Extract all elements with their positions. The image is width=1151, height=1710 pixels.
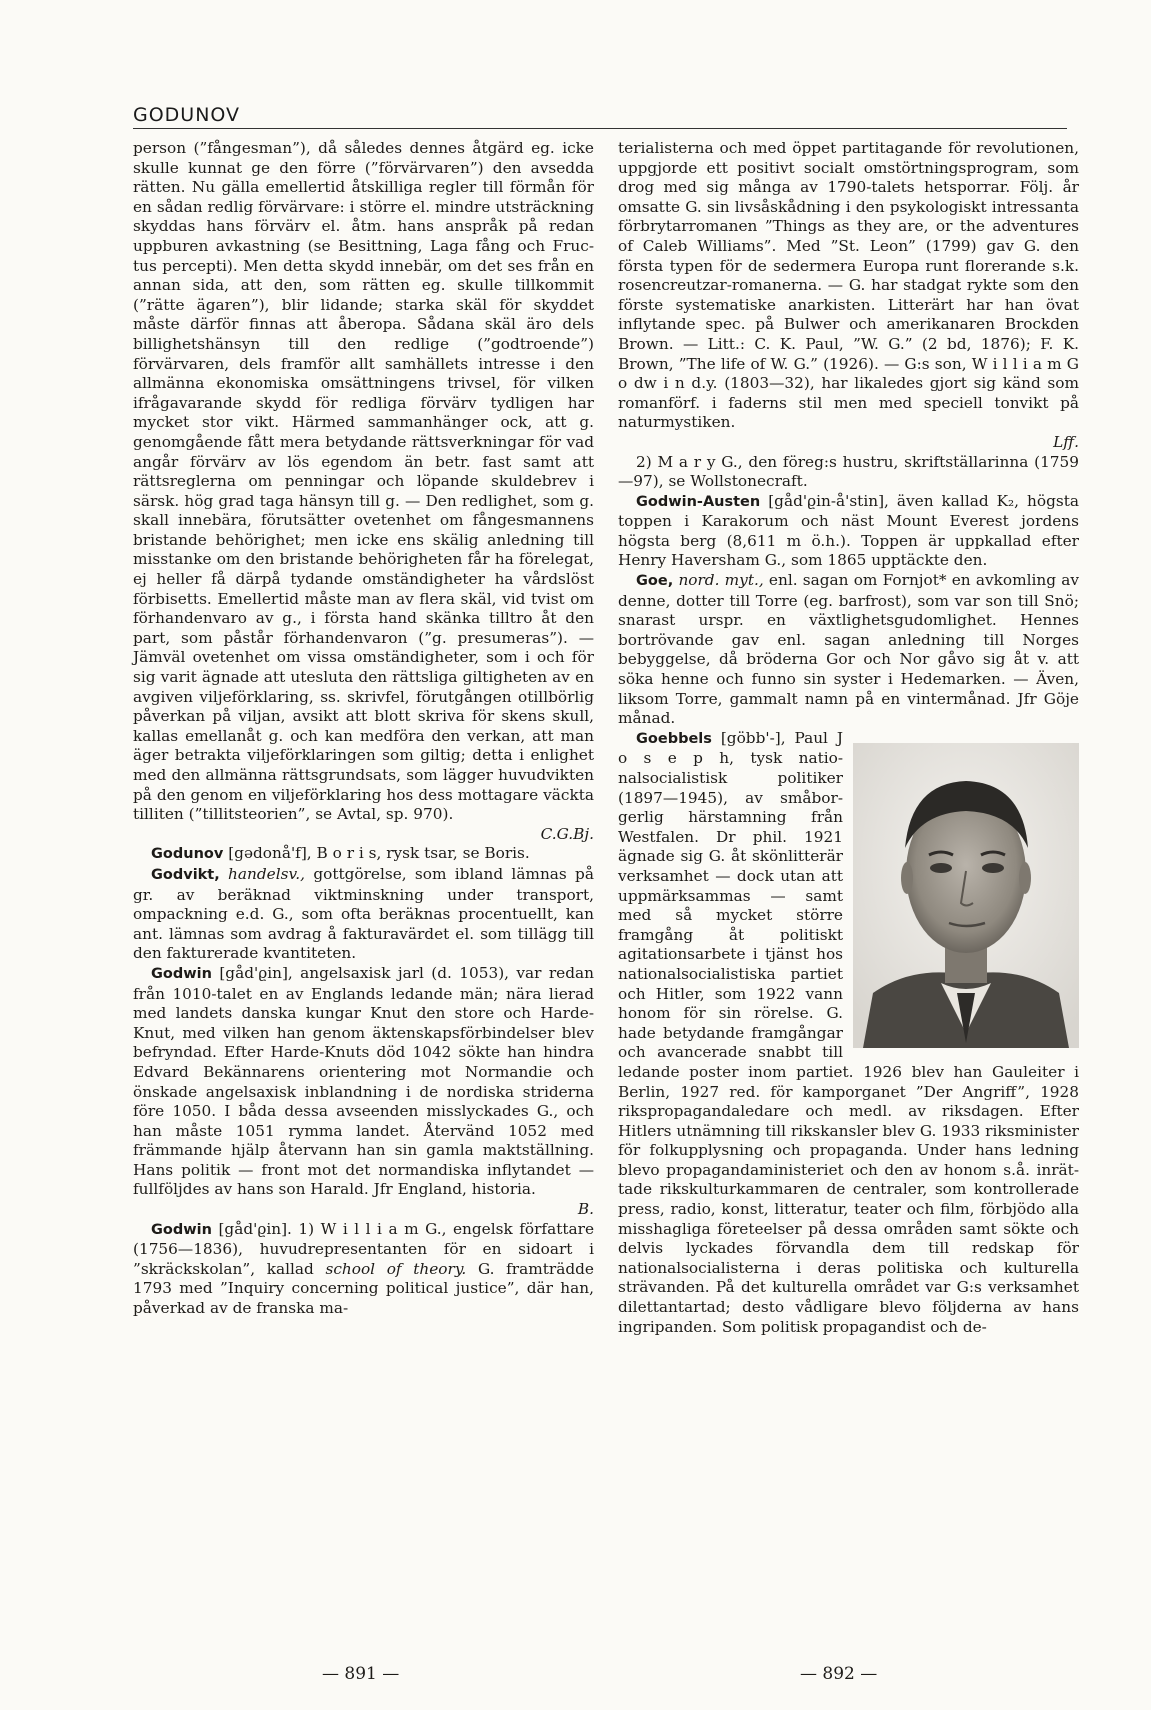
entry-text: [gåd'ϱin]. 1) W i l l i a m G., engelsk författare (1756—1836), huvudrepresentanten för en sidoart i ”skräckskolan”, kallad bbox=[133, 1219, 594, 1278]
entry-godunov bbox=[133, 844, 594, 865]
header-rule bbox=[133, 128, 1067, 129]
portrait-photo bbox=[853, 743, 1079, 1048]
headword: Godwin bbox=[151, 1221, 212, 1238]
author-signature: Lff. bbox=[1053, 432, 1079, 451]
left-column bbox=[133, 139, 594, 1319]
headword: Goebbels bbox=[636, 730, 712, 747]
entry-text: G. framträdde 1793 med ”Inquiry concerning political justice”, där han, påverkad av de franska ma- bbox=[133, 1259, 594, 1318]
entry-continuation bbox=[618, 139, 1079, 453]
entry-text: enl. sagan om Fornjot* en avkomling av denne, dotter till Torre (eg. barfrost), som var son till Snö; snarast urspr. en växtlighetsgudomlighet. Hennes bortrövande gav enl. sagan anledning till Norges bebyggelse, då bröderna Gor och Nor gåvo sig åt v. att söka henne och funno sin syster i Hedemarken. — Även, liksom Torre, gammalt namn på en vintermånad. Jfr Göje månad. bbox=[618, 571, 1079, 728]
right-column bbox=[618, 139, 1079, 1337]
italic-term: school of theory. bbox=[325, 1259, 467, 1278]
entry-continuation bbox=[133, 139, 594, 844]
entry-godwin-william bbox=[133, 1220, 594, 1319]
running-head: GODUNOV bbox=[133, 104, 241, 126]
page-number-right: — 892 — bbox=[800, 1664, 878, 1684]
headword: Godunov bbox=[151, 846, 224, 863]
entry-godwin-jarl bbox=[133, 964, 594, 1220]
headword: Godwin bbox=[151, 965, 212, 982]
entry-godwin-austen bbox=[618, 492, 1079, 571]
entry-text: gottgörelse, som ibland lämnas på gr. av beräknad viktminskning under transport, ompackning e.d. G., som ofta beräknas procentuellt, kan ant. lämnas som avdrag å fakturavärdet el. som tillägg till den fakturerade kvantiteten. bbox=[133, 864, 594, 963]
author-signature: B. bbox=[577, 1200, 594, 1219]
goebbels-portrait bbox=[853, 743, 1079, 1048]
author-signature: C.G.Bj. bbox=[540, 824, 594, 843]
headword: Goe, bbox=[636, 573, 674, 590]
entry-text: [gədonå'f], B o r i s, rysk tsar, se Boris. bbox=[228, 844, 530, 863]
entry-godvikt bbox=[133, 865, 594, 964]
headword: Godvikt, bbox=[151, 866, 220, 883]
subject-label: nord. myt., bbox=[678, 571, 764, 590]
entry-text: [gåd'ϱin], angelsaxisk jarl (d. 1053), var redan från 1010-talet en av Englands ledande män; nära lierad med landets danska kungar Knut den store och Harde-Knut, med vilken han genom äktenskapsförbindelser blev befryndad. Efter Harde-Knuts död 1042 sökte han hindra Edvard Bekännarens orientering mot Normandie och önskade angelsaxisk inblandning i de nordiska striderna före 1050. I båda dessa avseenden misslyckades G., och han måste 1051 rymma landet. Återvänd 1052 med främmande hjälp återvann han sin gamla maktställning. Hans politik — front mot det normandiska inflytandet — fullföljdes av hans son Harald. Jfr England, historia. bbox=[133, 963, 594, 1199]
entry-text: person (”fångesman”), då således dennes åtgärd eg. icke skulle kunnat ge den förre (”förvärvaren”) den avsedda rätten. Nu gälla emellertid åtskilliga regler till förmån för en sådan redlig förvärvare: i större el. mindre utsträckning skyddas hans förvärv el. åtm. hans anspråk på redan uppburen avkastning (se Besittning, Laga fång och Fructus percepti). Men detta skydd innebär, om det ses från en annan sida, att den, som rätten eg. skulle tillkommit (”rätte ägaren”), blir lidande; starka skäl för skyddet måste därför finnas att åberopa. Sådana skäl äro dels billighetshänsyn till den redlige (”godtroende”) förvärvaren, dels framför allt samhällets intresse i den allmänna ekonomiska omsättningens trivsel, för vilken ifrågavarande skydd för redliga förvärv tydligen har mycket stor vikt. Härmed sammanhänger ock, att g. genomgående fått mera betydande rättsverkningar för vad angår förvärv av lös egendom än betr. fast samt att rättsreglerna om penningar och löpande skuldebrev i särsk. hög grad taga hänsyn till g. — Den redlighet, som g. skall innebära, förutsätter ovetenhet om fångesmannens bristande behörighet; men icke ens skälig anledning till misstanke om den bristande behörigheten får ha förelegat, ej heller få därpå tydande omständigheter ha vårdslöst förbisetts. Emellertid måste man av flera skäl, vid tvist om förhandenvaro av g., i första hand skänka tilltro åt den part, som påstår förhandenvaron (”g. presumeras”). — Jämväl ovetenhet om vissa omständigheter, som i och för sig varit ägnade att utesluta den rättsliga giltigheten av en avgiven viljeförklaring, ss. skrivfel, förutgången otillbörlig påverkan på viljan, avsikt att blott skriva för skens skull, kallas emellanåt g. och kan medföra den verkan, att man äger betrakta viljeförklaringen som giltig; detta i enlighet med den allmänna rättsgrundsats, som lägger huvudvikten på den genom en viljeförklaring hos dess mottagare väckta tilliten (”tillitsteorien”, se Avtal, sp. 970). bbox=[133, 139, 594, 824]
headword: Godwin-Austen bbox=[636, 493, 761, 510]
entry-text: [gåd'ϱin-å'stin], även kallad K₂, högsta toppen i Karakorum och näst Mount Everest jordens högsta berg (8,611 m ö.h.). Toppen är uppkallad efter Henry Haversham G., som 1865 upptäckte den. bbox=[618, 491, 1079, 570]
entry-mary-godwin bbox=[618, 453, 1079, 492]
subject-label: handelsv., bbox=[228, 864, 306, 883]
entry-text: terialisterna och med öppet partitagande för revolutionen, uppgjorde ett positivt socialt omstörtningsprogram, som drog med sig många av 1790-talets hetsporrar. Följ. år omsatte G. sin livsåskådning i den psykologiskt intressanta förbrytarromanen ”Things as they are, or the adventures of Caleb Williams”. Med ”St. Leon” (1799) gav G. den första typen för de sedermera Europa runt florerande s.k. rosencreutzar-romanerna. — G. har stadgat rykte som den förste systematiske anarkisten. Litterärt har han övat inflytande spec. på Bulwer och amerikanaren Brockden Brown. — Litt.: C. K. Paul, ”W. G.” (2 bd, 1876); F. K. Brown, ”The life of W. G.” (1926). — G:s son, W i l l i a m G o dw i n d.y. (1803—32), har likaledes gjort sig känd som romanförf. i faderns stil men med speciell tonvikt på naturmystiken. bbox=[618, 139, 1079, 432]
page-number-left: — 891 — bbox=[322, 1664, 400, 1684]
entry-text: 2) M a r y G., den föreg:s hustru, skriftställarinna (1759—97), se Wollstonecraft. bbox=[618, 452, 1079, 491]
entry-goe bbox=[618, 571, 1079, 729]
entry-text: [göbb'-], Paul J o s e p h, tysk nationalsocialistisk politiker (1897—1945), av småborgerlig härstamning från Westfalen. Dr phil. 1921 ägnade sig G. åt skönlitterär verksamhet — dock utan att uppmärksammas — samt med så mycket större framgång åt politiskt agitationsarbete i tjänst hos nationalsocialistiska partiet och Hitler, som 1922 vann honom för sin rörelse. G. hade betydande framgångar och avancerade snabbt till ledande poster inom partiet. 1926 blev han Gauleiter i Berlin, 1927 red. för kamporganet ”Der Angriff”, 1928 rikspropagandaledare och medl. av riksdagen. Efter Hitlers utnämning till rikskansler blev G. 1933 riksminister för folkupplysning och propaganda. Under hans ledning blevo propagandaministeriet och den av honom s.å. inrättade rikskulturkammaren de centraler, som kontrollerade press, radio, konst, litteratur, teater och film, förbjödo alla misshagliga företeelser på dessa områden samt sökte och delvis lyckades förvandla dem till redskap för nationalsocialisterna i deras politiska och kulturella strävanden. På det kulturella området var G:s verksamhet dilettantartad; desto vådligare blevo följderna av hans ingripanden. Som politisk propagandist och de- bbox=[618, 728, 1079, 1336]
